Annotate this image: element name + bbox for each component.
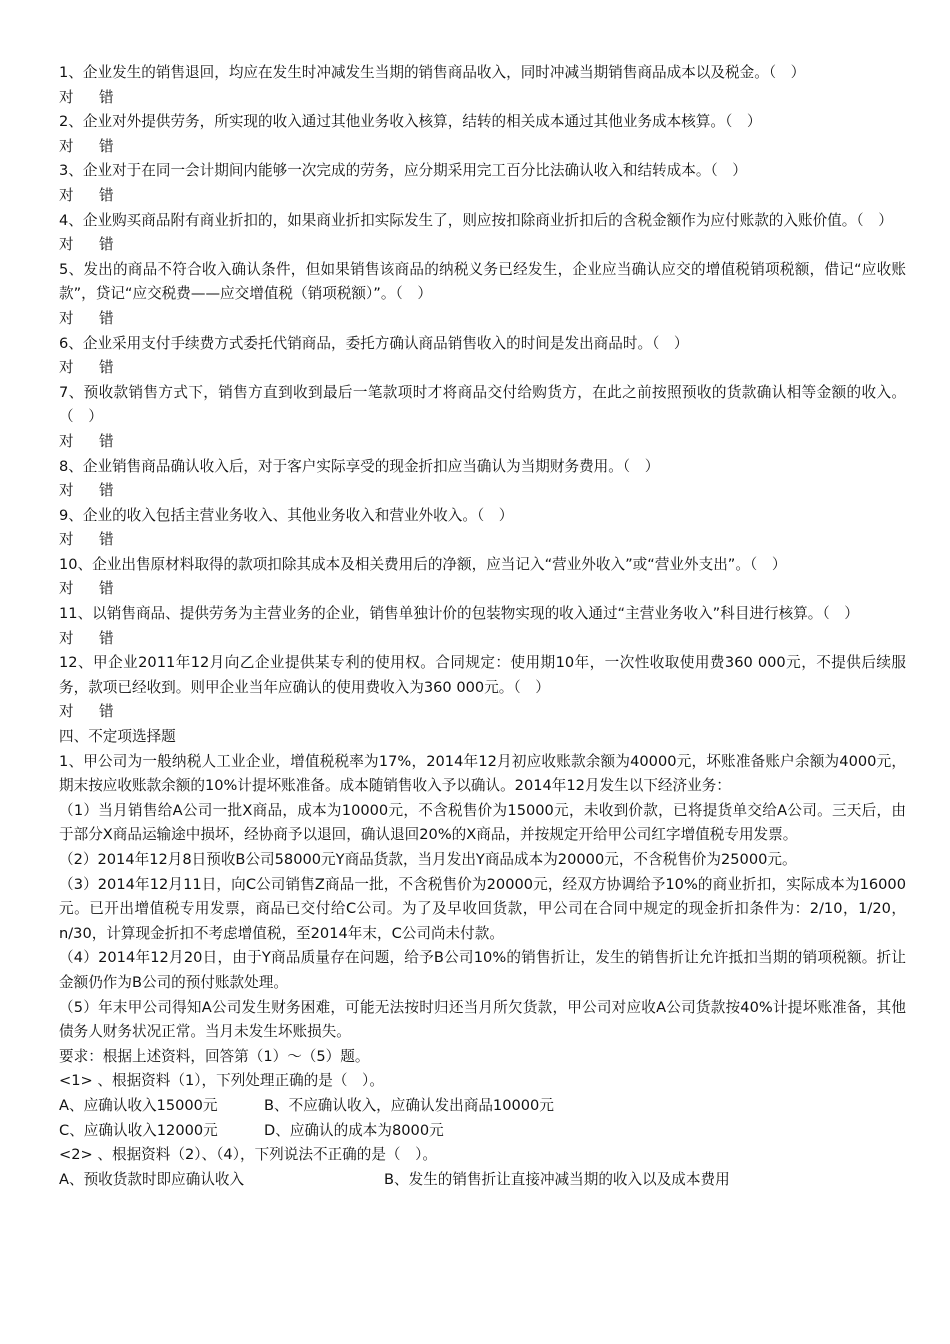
question-2-stem: <2> 、根据资料（2）、（4），下列说法不正确的是（ ）。 xyxy=(59,1146,438,1164)
tf-answer-row-12 xyxy=(59,700,906,725)
case-item-5: （5）年末甲公司得知A公司发生财务困难，可能无法按时归还当月所欠货款，甲公司对应收A公司货款按40%计提坏账准备，其他债务人财务状况正常。当月未发生坏账损失。 xyxy=(59,998,906,1041)
tf-question-8: 8、企业销售商品确认收入后，对于客户实际享受的现金折扣应当确认为当期财务费用。（ ） xyxy=(59,457,660,475)
tf-answer-row-7 xyxy=(59,430,906,455)
tf-question-7: 7、预收款销售方式下，销售方直到收到最后一笔款项时才将商品交付给购货方，在此之前按照预收的货款确认相等金额的收入。（ ） xyxy=(59,383,906,426)
tf-answer-row-10 xyxy=(59,577,906,602)
answer-wrong[interactable]: 错 xyxy=(99,703,114,721)
case-item-3: （3）2014年12月11日，向C公司销售Z商品一批，不含税售价为20000元，经双方协调给予10%的商业折扣，实际成本为16000元。已开出增值税专用发票，商品已交付给C公司。为了及早收回货款，甲公司在合同中规定的现金折扣条件为：2/10，1/20，n/30，计算现金折扣不考虑增值税，至2014年末，C公司尚未付款。 xyxy=(59,875,906,942)
answer-correct[interactable]: 对 xyxy=(59,482,74,500)
case-item-1: （1）当月销售给A公司一批X商品，成本为10000元，不含税售价为15000元，未收到价款，已将提货单交给A公司。三天后，由于部分X商品运输途中损坏，经协商予以退回，确认退回20%的X商品，并按规定开给甲公司红字增值税专用发票。 xyxy=(59,801,906,844)
option-b[interactable]: B、不应确认收入，应确认发出商品10000元 xyxy=(264,1096,554,1114)
option-b[interactable]: B、发生的销售折让直接冲减当期的收入以及成本费用 xyxy=(384,1170,730,1188)
section-title: 四、不定项选择题 xyxy=(59,728,176,746)
tf-answer-row-9 xyxy=(59,528,906,553)
tf-section xyxy=(59,61,906,725)
tf-question-11: 11、以销售商品、提供劳务为主营业务的企业，销售单独计价的包装物实现的收入通过“主营业务收入”科目进行核算。（ ） xyxy=(59,605,859,623)
answer-correct[interactable]: 对 xyxy=(59,186,74,204)
answer-wrong[interactable]: 错 xyxy=(99,482,114,500)
case-item-2: （2）2014年12月8日预收B公司58000元Y商品货款，当月发出Y商品成本为20000元，不含税售价为25000元。 xyxy=(59,851,797,868)
answer-wrong[interactable]: 错 xyxy=(99,629,114,647)
section-4 xyxy=(59,725,906,1192)
answer-wrong[interactable]: 错 xyxy=(99,309,114,327)
tf-question-2: 2、企业对外提供劳务，所实现的收入通过其他业务收入核算，结转的相关成本通过其他业务成本核算。（ ） xyxy=(59,113,762,131)
tf-answer-row-4 xyxy=(59,233,906,258)
question-1-stem: <1> 、根据资料（1），下列处理正确的是（ ）。 xyxy=(59,1072,384,1090)
tf-question-6: 6、企业采用支付手续费方式委托代销商品，委托方确认商品销售收入的时间是发出商品时。（ ） xyxy=(59,334,689,352)
tf-question-1: 1、企业发生的销售退回，均应在发生时冲减发生当期的销售商品收入，同时冲减当期销售商品成本以及税金。（ ） xyxy=(59,64,806,81)
answer-correct[interactable]: 对 xyxy=(59,703,74,721)
answer-wrong[interactable]: 错 xyxy=(99,186,114,204)
case-item-4: （4）2014年12月20日，由于Y商品质量存在问题，给予B公司10%的销售折让，发生的销售折让允许抵扣当期的销项税额。折让金额仍作为B公司的预付账款处理。 xyxy=(59,949,906,991)
tf-question-12: 12、甲企业2011年12月向乙企业提供某专利的使用权。合同规定：使用期10年，一次性收取使用费360 000元，不提供后续服务，款项已经收到。则甲企业当年应确认的使用费收入为360 000元。（ ） xyxy=(59,654,906,696)
tf-answer-row-5 xyxy=(59,307,906,332)
answer-correct[interactable]: 对 xyxy=(59,580,74,598)
question-1-options-row-1 xyxy=(59,1094,906,1119)
answer-correct[interactable]: 对 xyxy=(59,629,74,647)
answer-wrong[interactable]: 错 xyxy=(99,137,114,155)
option-a[interactable]: A、预收货款时即应确认收入 xyxy=(59,1170,245,1188)
answer-correct[interactable]: 对 xyxy=(59,88,74,106)
answer-correct[interactable]: 对 xyxy=(59,531,74,549)
tf-answer-row-6 xyxy=(59,356,906,381)
tf-answer-row-11 xyxy=(59,627,906,652)
answer-correct[interactable]: 对 xyxy=(59,309,74,327)
option-c[interactable]: C、应确认收入12000元 xyxy=(59,1121,218,1139)
tf-question-3: 3、企业对于在同一会计期间内能够一次完成的劳务，应分期采用完工百分比法确认收入和结转成本。（ ） xyxy=(59,162,747,180)
tf-answer-row-2 xyxy=(59,135,906,160)
tf-answer-row-8 xyxy=(59,479,906,504)
answer-wrong[interactable]: 错 xyxy=(99,432,114,450)
answer-correct[interactable]: 对 xyxy=(59,236,74,254)
answer-correct[interactable]: 对 xyxy=(59,432,74,450)
tf-question-10: 10、企业出售原材料取得的款项扣除其成本及相关费用后的净额，应当记入“营业外收入”或“营业外支出”。（ ） xyxy=(59,555,787,573)
tf-question-4: 4、企业购买商品附有商业折扣的，如果商业折扣实际发生了，则应按扣除商业折扣后的含税金额作为应付账款的入账价值。（ ） xyxy=(59,211,893,229)
question-2-options-row-1 xyxy=(59,1168,906,1193)
answer-wrong[interactable]: 错 xyxy=(99,580,114,598)
option-a[interactable]: A、应确认收入15000元 xyxy=(59,1096,218,1114)
answer-wrong[interactable]: 错 xyxy=(99,359,114,377)
answer-wrong[interactable]: 错 xyxy=(99,88,114,106)
case-intro: 1、甲公司为一般纳税人工业企业，增值税税率为17%，2014年12月初应收账款余额为40000元，坏账准备账户余额为4000元，期末按应收账款余额的10%计提坏账准备。成本随销售收入予以确认。2014年12月发生以下经济业务： xyxy=(59,752,906,795)
option-d[interactable]: D、应确认的成本为8000元 xyxy=(264,1121,444,1139)
tf-question-5: 5、发出的商品不符合收入确认条件，但如果销售该商品的纳税义务已经发生，企业应当确认应交的增值税销项税额，借记“应收账款”，贷记“应交税费——应交增值税（销项税额）”。（ ） xyxy=(59,260,906,303)
tf-answer-row-1 xyxy=(59,86,906,111)
answer-correct[interactable]: 对 xyxy=(59,359,74,377)
tf-answer-row-3 xyxy=(59,184,906,209)
answer-correct[interactable]: 对 xyxy=(59,137,74,155)
requirement: 要求：根据上述资料，回答第（1）～（5）题。 xyxy=(59,1047,370,1065)
tf-question-9: 9、企业的收入包括主营业务收入、其他业务收入和营业外收入。（ ） xyxy=(59,506,514,524)
question-1-options-row-2 xyxy=(59,1119,906,1144)
answer-wrong[interactable]: 错 xyxy=(99,531,114,549)
answer-wrong[interactable]: 错 xyxy=(99,236,114,254)
